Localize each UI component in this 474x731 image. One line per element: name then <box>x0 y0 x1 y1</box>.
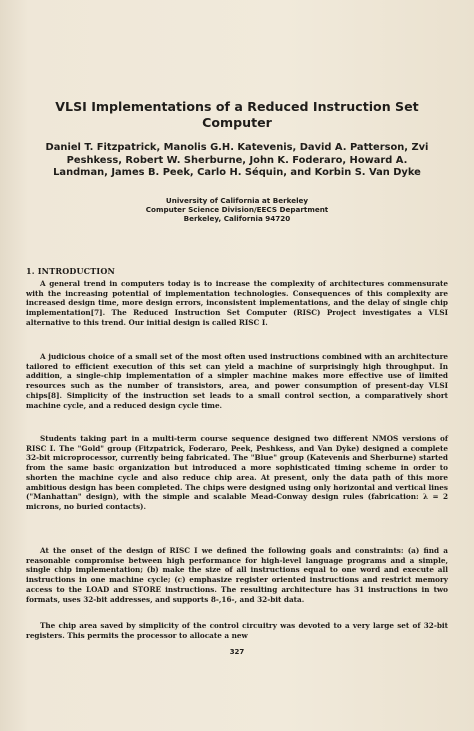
paragraph-4: At the onset of the design of RISC I we defined the following goals and constraints: (a) find a reasonable compromise between high performance for high-level language programs and a simple, single chip implementation; (b) make the size of all instructions equal to one word and execute all instructions in one machine cycle; (c) emphasize register oriented instructions and restrict memory access to the LOAD and STORE instructions. The resulting architecture has 31 instructions in two formats, uses 32-bit addresses, and supports 8-,16-, and 32-bit data. <box>26 546 448 604</box>
paper-title: VLSI Implementations of a Reduced Instruction Set Computer <box>55 99 419 130</box>
affiliation-university: University of California at Berkeley <box>165 196 309 205</box>
affiliation-city: Berkeley, California 94720 <box>183 214 291 224</box>
author-list: Daniel T. Fitzpatrick, Manolis G.H. Katevenis, David A. Patterson, Zvi Peshkess, Robert W. Sherburne, John K. Foderaro, Howard A. Landman, James B. Peek, Carlo H. Séquin, and Korbin S. Van Dyke <box>45 142 429 179</box>
paragraph-5: The chip area saved by simplicity of the control circuitry was devoted to a very large set of 32-bit registers. This permits the processor to allocate a new <box>26 621 448 640</box>
paragraph-3: Students taking part in a multi-term course sequence designed two different NMOS versions of RISC I. The "Gold" group (Fitzpatrick, Foderaro, Peek, Peshkess, and Van Dyke) designed a complete 32-bit microprocessor, currently being fabricated. The "Blue" group (Katevenis and Sherburne) started from the same basic organization but introduced a more sophisticated timing scheme in order to shorten the machine cycle and also reduce chip area. At present, only the data path of this more ambitious design has been completed. The chips were designed using only horizontal and vertical lines ("Manhattan" design), with the simple and scalable Mead-Conway design rules (fabrication: λ = 2 microns, no buried contacts). <box>26 434 448 511</box>
affiliation-division: Computer Science Division/EECS Department <box>145 205 329 215</box>
paragraph-2: A judicious choice of a small set of the most often used instructions combined with an architecture tailored to efficient execution of this set can yield a machine of surprisingly high throughput. In addition, a single-chip implementation of a simpler machine makes more effective use of limited resources such as the number of transistors, area, and power consumption of present-day VLSI chips[8]. Simplicity of the instruction set leads to a small control section, a comparatively short machine cycle, and a reduced design cycle time. <box>26 352 448 410</box>
page-number: 327 <box>229 648 245 656</box>
section-heading: 1. INTRODUCTION <box>26 266 116 276</box>
paragraph-1: A general trend in computers today is to increase the complexity of architectures commensurate with the increasing potential of implementation technologies. Consequences of this complexity are increased design time, more design errors, inconsistent implementations, and the delay of single chip implementation[7]. The Reduced Instruction Set Computer (RISC) Project investigates a VLSI alternative to this trend. Our initial design is called RISC I. <box>26 279 448 327</box>
affiliation-block <box>40 196 434 224</box>
